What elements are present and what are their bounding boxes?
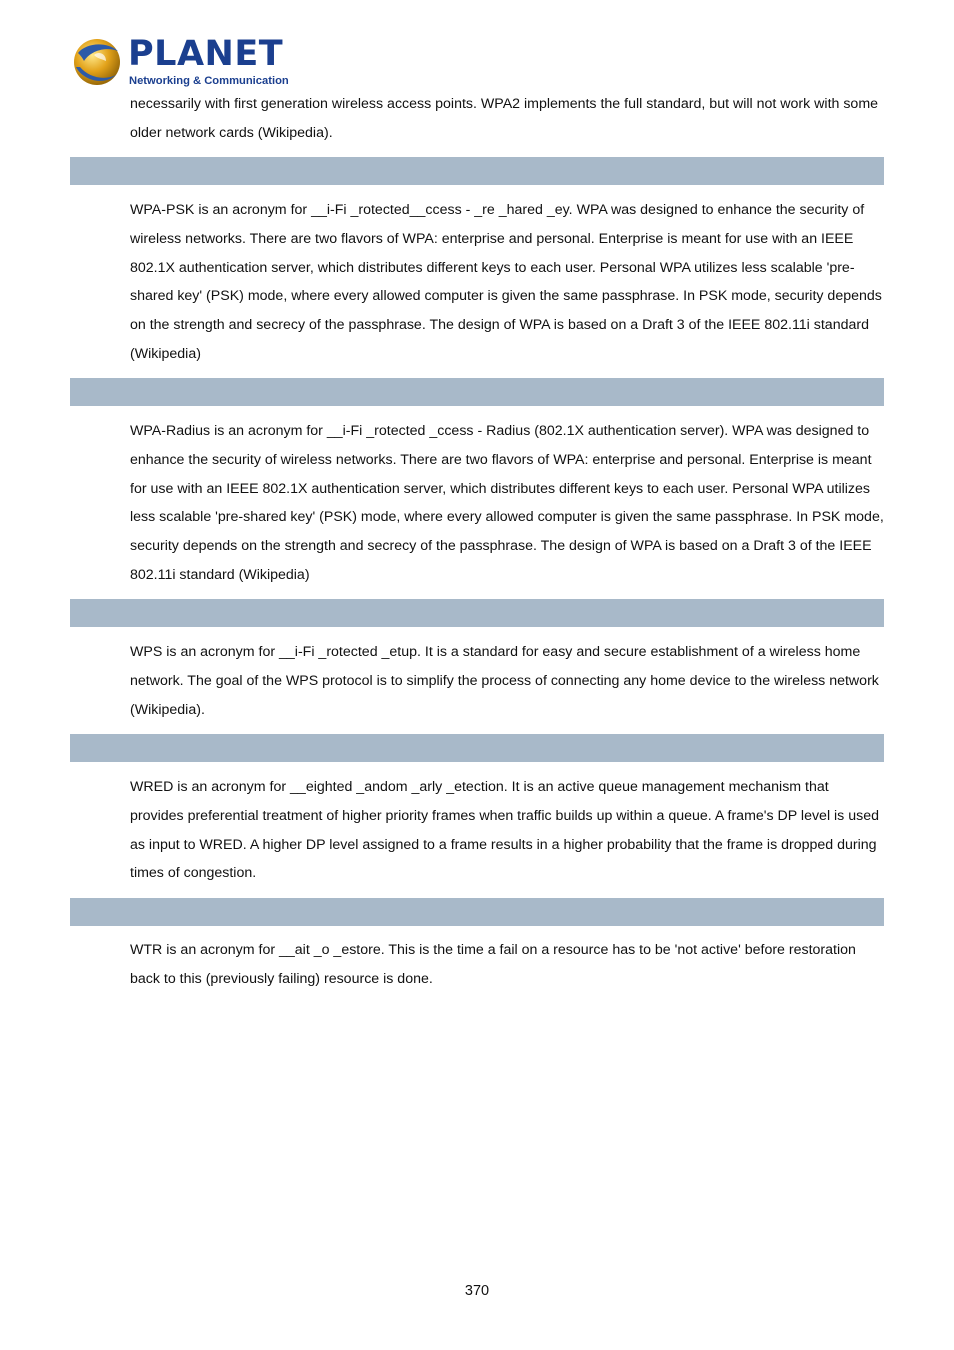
logo-wordmark: PLANET xyxy=(128,34,284,74)
section-bar-wred xyxy=(70,734,884,762)
section-bar-wps xyxy=(70,599,884,627)
paragraph-wpa-radius: WPA-Radius is an acronym for __i-Fi _rotected _ccess - Radius (802.1X authentication server). WPA was designed to enhance the security of wireless networks. There are two flavors of WPA: enterprise and personal. Enterprise is meant for use with an IEEE 802.1X authentication server, which distributes different keys to each user. Personal WPA utilizes less scalable 'pre-shared key' (PSK) mode, where every allowed computer is given the same passphrase. In PSK mode, security depends on the strength and secrecy of the passphrase. The design of WPA is based on a Draft 3 of the IEEE 802.11i standard (Wikipedia) xyxy=(130,423,884,583)
section-bar-wpa-psk xyxy=(70,157,884,185)
paragraph-wpa2-continued: necessarily with first generation wireless access points. WPA2 implements the full standard, but will not work with some older network cards (Wikipedia). xyxy=(130,96,879,141)
paragraph-wpa-psk: WPA-PSK is an acronym for __i-Fi _rotected__ccess - _re _hared _ey. WPA was designed to enhance the security of wireless networks. There are two flavors of WPA: enterprise and personal. Enterprise is meant for use with an IEEE 802.1X authentication server, which distributes different keys to each user. Personal WPA utilizes less scalable 'pre-shared key' (PSK) mode, where every allowed computer is given the same passphrase. In PSK mode, security depends on the strength and secrecy of the passphrase. The design of WPA is based on a Draft 3 of the IEEE 802.11i standard (Wikipedia) xyxy=(130,202,882,362)
page-number: 370 xyxy=(464,1283,490,1299)
paragraph-wtr: WTR is an acronym for __ait _o _estore. This is the time a fail on a resource has to be 'not active' before restoration back to this (previously failing) resource is done. xyxy=(130,942,856,987)
section-bar-wpa-radius xyxy=(70,378,884,406)
paragraph-wps: WPS is an acronym for __i-Fi _rotected _etup. It is a standard for easy and secure establishment of a wireless home network. The goal of the WPS protocol is to simplify the process of connecting any home device to the wireless network (Wikipedia). xyxy=(130,644,879,718)
planet-logo xyxy=(72,34,289,91)
paragraph-wred: WRED is an acronym for __eighted _andom _arly _etection. It is an active queue management mechanism that provides preferential treatment of higher priority frames when traffic builds up within a queue. A frame's DP level is used as input to WRED. A higher DP level assigned to a frame results in a higher probability that the frame is dropped during times of congestion. xyxy=(130,779,879,882)
section-bar-wtr xyxy=(70,898,884,926)
logo-tagline: Networking & Communication xyxy=(129,75,289,87)
